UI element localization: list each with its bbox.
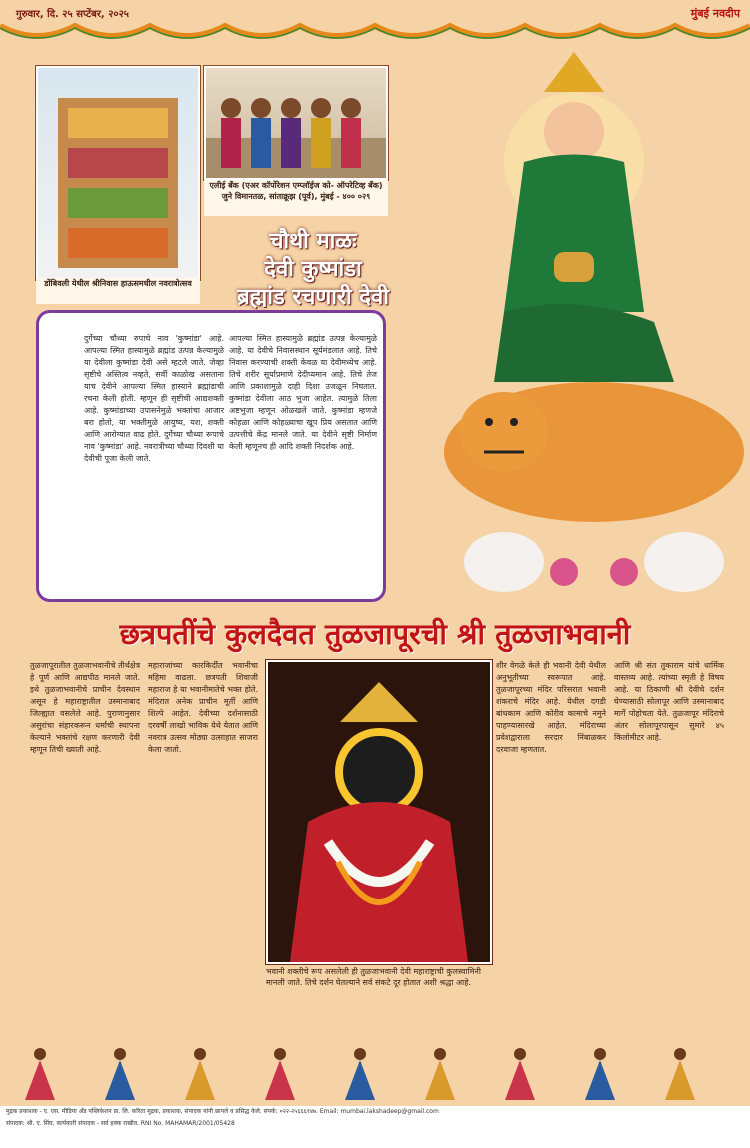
feature-title-line3: ब्रह्मांड रचणारी देवी bbox=[237, 285, 389, 310]
tuljabhavani-idol-photo bbox=[266, 660, 492, 964]
imprint-line-1: मुद्रक प्रकाशक - ए. एस. मीडिया अँड पब्लिकेशन प्रा. लि. करिता मुद्रक, प्रकाशक, संपादक यांनी छापले व प्रसिद्ध केले. संपर्क: ०२२-२५६६६१४७. Email: mumbai.lakshadeep@gmail.com bbox=[6, 1108, 439, 1115]
article-column-4: आणि श्री संत तुकाराम यांचे धार्मिक वास्तव्य आहे. त्यांच्या स्मृती हे विषय आहे. या ठिकाणी श्री देवीचे दर्शन घेण्यासाठी सोलापूर आणि उस्मानाबाद मार्गे पोहोचता येते. तुळजापूर मंदिराचे अंतर सोलापूरपासून सुमारे ४५ किलोमीटर आहे. bbox=[614, 661, 724, 742]
idol-illustration bbox=[268, 662, 490, 962]
feature-text-box bbox=[36, 310, 386, 602]
imprint-line-2: संपादक: श्री. ए. सिंघ, कार्यकारी संपादक - सर्व हक्क राखीव. RNI No. MAHAMAR/2001/05428 bbox=[6, 1120, 235, 1127]
feature-column-2: आपल्या स्मित हास्यामुळे ब्रह्मांड उत्पन्न केल्यामुळे आहे. या देवीचे निवासस्थान सूर्यमंडलात आहे. तिचे निवास करण्याची शक्ती केवळ या देवीमध्येच आहे. तिचे शरीर सूर्याप्रमाणे देदीप्यमान आहे. तिचे तेज आणि प्रकाशामुळे दाही दिशा उजळून निघतात. कुष्मांडा देवीला आठ भुजा आहेत. त्यामुळे तिला अष्टभुजा म्हणून ओळखले जाते. कुष्मांडा म्हणजे कोहळा आणि कोहळ्याचा खूप प्रिय असतात आणि उत्पत्तीचे केंद्र मानले जाते. या देवीने सृष्टी निर्माण केली म्हणूनच ही आदि शक्ती निदर्शक आहे. bbox=[229, 334, 377, 451]
feature-title-line2: देवी कुष्मांडा bbox=[264, 257, 362, 282]
article-column-1: तुळजापूरातील तुळजाभवानीचे तीर्थक्षेत्र हे पूर्ण आणि आद्यपीठ मानले जाते. इथे तुळजाभवानीचे प्राचीन देवस्थान असून हे महाराष्ट्रातील उस्मानाबाद जिल्ह्यात वसलेले आहे. पुराणानुसार असुरांचा संहारकरून धर्माची स्थापना केल्याने भक्तांचे रक्षण करणारी देवी म्हणून तिची ख्याती आहे. bbox=[30, 661, 140, 754]
feature-column-1: दुर्गेच्या चौथ्या रुपाचे नाव 'कुष्मांडा' आहे. आपल्या स्मित हास्यामुळे ब्रह्मांड उत्पन्न केल्यामुळे या देवीला कुष्मांडा देवी असे म्हटले जाते. जेव्हा सृष्टीचे अस्तित्व नव्हते, सर्वी काळोख असताना याच देवीने आपल्या स्मित हास्याने ब्रह्मांडाची रचना केली होती. म्हणून ही सृष्टीची आद्यशक्ती आहे. कुष्मांडाच्या उपासनेमुळे भक्तांचा आजार बरा होतो, या भक्तीमुळे आयुष्य, यश, शक्ती आणि आरोग्यात वाढ होते. दुर्गेच्या चौथ्या रूपाचे नाव 'कुष्मांडा' आहे. नवरात्रीच्या चौथ्या दिवशी या देवीची पूजा केली जाते. bbox=[84, 334, 225, 463]
garba-dancers-decoration bbox=[0, 1040, 750, 1106]
imprint-footer bbox=[0, 1106, 750, 1148]
feature-title-line1: चौथी माळः bbox=[269, 229, 357, 254]
photo-illustration bbox=[206, 68, 386, 178]
photo-illustration bbox=[38, 68, 198, 278]
photo-caption-1: डोंबिवली येथील श्रीनिवास हाऊसमधील नवरात्रोत्सव bbox=[36, 278, 200, 304]
marigold-garland-decoration bbox=[0, 22, 750, 48]
article-column-3: शीर वेगळे केले ही भवानी देवी येथील अनुभूतीच्या स्वरूपात आहे. तुळजापूरच्या मंदिर परिसरात भवानी शंकराचे मंदिर आहे. येथील दगडी बांधकाम आणि कोरीव कामाचे नमुने पाहण्यासारखे आहेत. मंदिराच्या प्रवेशद्वाराला सरदार निंबाळकर दरवाजा म्हणतात. bbox=[496, 661, 606, 754]
bank-staff-photo bbox=[204, 66, 388, 180]
photo-caption-2: एलीई बँक (एअर कॉर्पोरेशन एम्प्लॉईज को- ऑपरेटिव्ह बँक) जुने विमानतळ, सांताक्रूझ (पूर्व), मुंबई - ४०० ०२९ bbox=[204, 180, 388, 216]
article-column-2: महाराजांच्या कारकिर्दीत भवानीचा महिमा वाढला. छत्रपती शिवाजी महाराज हे या भवानीमातेचे भक्त होते. मंदिरात अनेक प्राचीन मूर्ती आणि शिल्पे आहेत. देवीच्या दर्शनासाठी दरवर्षी लाखो भाविक येथे येतात आणि नवरात्र उत्सव मोठ्या उत्साहात साजरा केला जातो. bbox=[148, 661, 258, 754]
idol-photo-caption: भवानी शक्तीचे रूप असलेली ही तुळजाभवानी देवी महाराष्ट्राची कुलस्वामिनी मानली जाते. तिचे दर्शन घेतल्याने सर्व संकटे दूर होतात अशी श्रद्धा आहे. bbox=[266, 967, 481, 987]
dateline: गुरुवार, दि. २५ सप्टेंबर, २०२५ bbox=[16, 9, 130, 20]
navratri-decoration-photo bbox=[36, 66, 200, 280]
article-headline: छत्रपतींचे कुलदैवत तुळजापूरची श्री तुळजाभवानी bbox=[119, 617, 631, 651]
feature-title bbox=[218, 228, 408, 312]
newspaper-brand: मुंबई नवदीप bbox=[690, 7, 740, 20]
goddess-kushmanda-illustration bbox=[404, 52, 744, 612]
